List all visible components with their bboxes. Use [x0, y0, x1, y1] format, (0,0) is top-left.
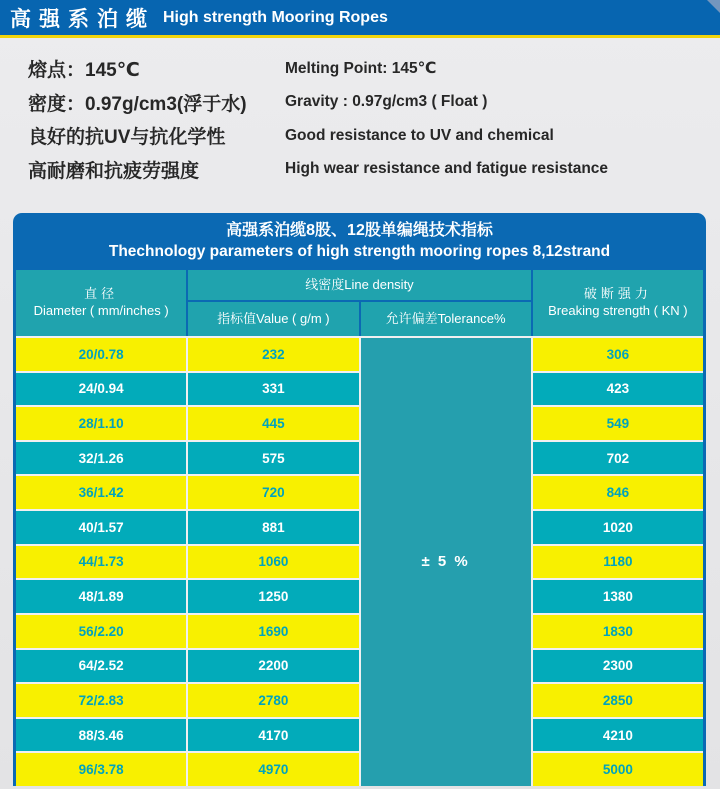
value-cell: 331	[188, 373, 358, 406]
diameter-cell: 40/1.57	[16, 511, 186, 544]
value-cell: 881	[188, 511, 358, 544]
feature-row	[0, 52, 720, 86]
feature-row	[0, 86, 720, 120]
value-cell: 4970	[188, 753, 358, 786]
strength-cell: 1020	[533, 511, 703, 544]
value-cell: 1690	[188, 615, 358, 648]
panel-title-en: Thechnology parameters of high strength mooring ropes 8,12strand	[108, 242, 611, 260]
feature-text-cn: 良好的抗UV与抗化学性	[28, 127, 226, 149]
corner-accent	[707, 0, 720, 13]
strength-cell: 846	[533, 476, 703, 509]
value-cell: 4170	[188, 719, 358, 752]
diameter-cell: 20/0.78	[16, 338, 186, 371]
feature-text-cn: 熔点：145℃	[28, 60, 140, 82]
strength-cell: 702	[533, 442, 703, 475]
col-tolerance-header: 允许偏差Tolerance%	[361, 302, 531, 336]
value-cell: 2200	[188, 650, 358, 683]
col-line-density-header: 线密度Line density	[188, 270, 531, 300]
diameter-cell: 64/2.52	[16, 650, 186, 683]
strength-cell: 549	[533, 407, 703, 440]
diameter-cell: 96/3.78	[16, 753, 186, 786]
col-strength-header-cn: 破断强力	[583, 286, 652, 302]
feature-text-en: High wear resistance and fatigue resistance	[285, 160, 609, 178]
value-cell: 232	[188, 338, 358, 371]
value-cell: 1250	[188, 580, 358, 613]
feature-row	[0, 119, 720, 153]
features-section	[0, 52, 720, 186]
diameter-cell: 72/2.83	[16, 684, 186, 717]
value-cell: 1060	[188, 546, 358, 579]
strength-cell: 2300	[533, 650, 703, 683]
diameter-cell: 48/1.89	[16, 580, 186, 613]
diameter-cell: 88/3.46	[16, 719, 186, 752]
col-value-header: 指标值Value ( g/m )	[188, 302, 358, 336]
value-cell: 445	[188, 407, 358, 440]
panel-title-cn: 高强系泊缆8股、12股单编绳技术指标	[226, 222, 493, 240]
feature-text-cn: 密度：0.97g/cm3(浮于水)	[28, 93, 247, 115]
strength-cell: 306	[533, 338, 703, 371]
value-cell: 720	[188, 476, 358, 509]
diameter-cell: 56/2.20	[16, 615, 186, 648]
table-body	[16, 336, 703, 786]
col-diameter-header-cn: 直径	[84, 286, 119, 302]
col-strength-header-en: Breaking strength ( KN )	[548, 303, 688, 318]
feature-text-cn: 高耐磨和抗疲劳强度	[28, 160, 200, 182]
product-title-cn: 高强系泊缆	[10, 7, 155, 31]
strength-cell: 1830	[533, 615, 703, 648]
header-bar	[0, 0, 720, 35]
col-diameter-header-en: Diameter ( mm/inches )	[33, 303, 169, 318]
table-header	[16, 270, 703, 336]
diameter-cell: 32/1.26	[16, 442, 186, 475]
col-diameter-header	[16, 270, 186, 336]
feature-text-en: Good resistance to UV and chemical	[285, 126, 554, 144]
col-strength-header	[533, 270, 703, 336]
panel-title	[16, 213, 703, 270]
value-cell: 2780	[188, 684, 358, 717]
product-title-en: High strength Mooring Ropes	[163, 8, 388, 26]
diameter-cell: 36/1.42	[16, 476, 186, 509]
diameter-cell: 44/1.73	[16, 546, 186, 579]
spec-panel	[13, 213, 706, 786]
strength-cell: 4210	[533, 719, 703, 752]
strength-cell: 1180	[533, 546, 703, 579]
strength-cell: 423	[533, 373, 703, 406]
diameter-cell: 28/1.10	[16, 407, 186, 440]
diameter-cell: 24/0.94	[16, 373, 186, 406]
strength-cell: 5000	[533, 753, 703, 786]
gold-divider	[0, 35, 720, 38]
strength-cell: 1380	[533, 580, 703, 613]
feature-text-en: Melting Point: 145℃	[285, 60, 437, 78]
feature-text-en: Gravity : 0.97g/cm3 ( Float )	[285, 93, 488, 111]
value-cell: 575	[188, 442, 358, 475]
feature-row	[0, 153, 720, 187]
tolerance-cell: ± 5 %	[361, 338, 531, 786]
strength-cell: 2850	[533, 684, 703, 717]
